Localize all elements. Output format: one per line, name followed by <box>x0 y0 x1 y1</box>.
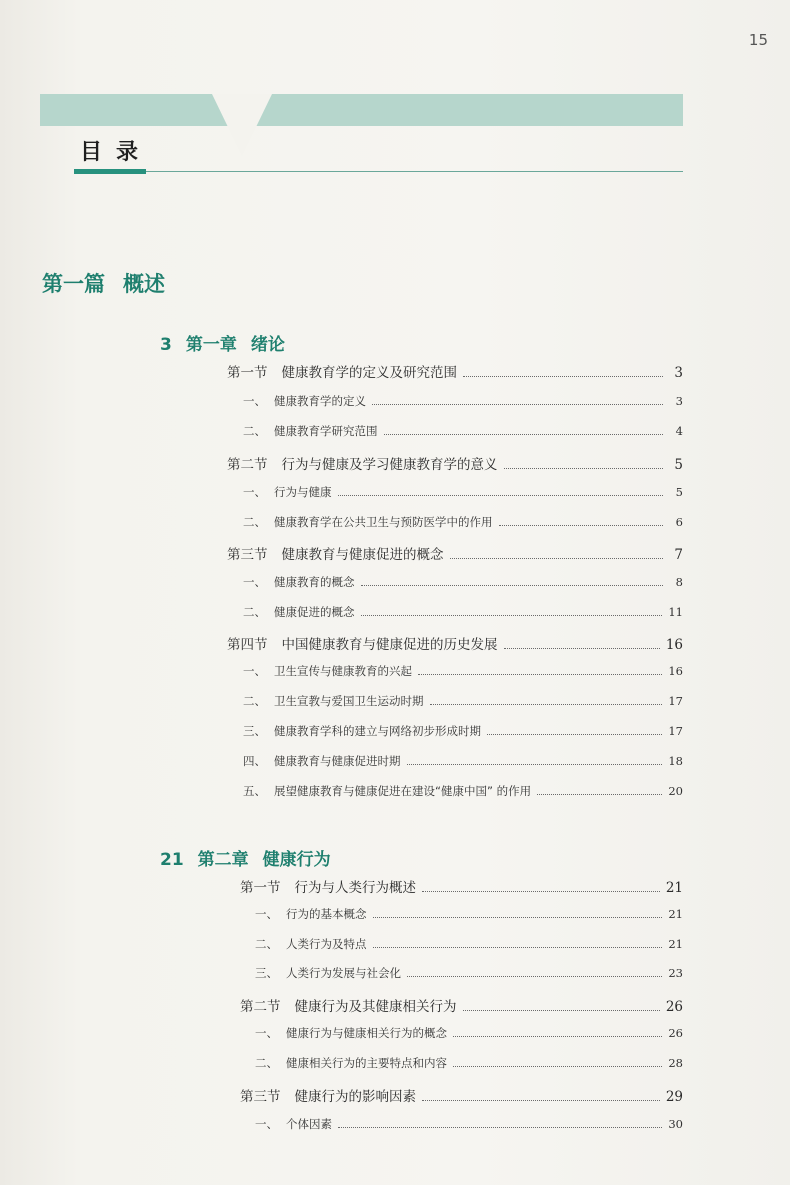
entry-title: 行为与健康及学习健康教育学的意义 <box>281 457 498 473</box>
entry-title: 中国健康教育与健康促进的历史发展 <box>281 637 498 653</box>
dot-leader <box>463 1010 660 1011</box>
entry-page-number: 5 <box>675 485 683 499</box>
entry-text <box>227 633 498 653</box>
dot-leader <box>453 1036 662 1037</box>
entry-text <box>255 1025 447 1041</box>
chapter-label: 第一章 <box>185 335 237 355</box>
entry-text <box>240 876 416 896</box>
entry-title: 健康教育的概念 <box>274 575 355 589</box>
toc-subsection-entry <box>243 723 683 739</box>
entry-number: 四、 <box>243 754 266 768</box>
dot-leader <box>487 734 662 735</box>
entry-text <box>243 693 424 709</box>
entry-number: 一、 <box>255 1117 278 1131</box>
dot-leader <box>361 615 663 616</box>
entry-text <box>240 1085 416 1105</box>
header-notch-decoration <box>212 94 272 156</box>
entry-text <box>255 965 401 981</box>
entry-title: 健康行为的影响因素 <box>294 1089 416 1105</box>
entry-number: 一、 <box>243 485 266 499</box>
dot-leader <box>407 764 663 765</box>
dot-leader <box>463 376 663 377</box>
entry-text <box>243 783 531 799</box>
entry-title: 行为的基本概念 <box>286 907 367 921</box>
entry-page-number: 7 <box>674 547 683 563</box>
entry-title: 健康教育学在公共卫生与预防医学中的作用 <box>274 515 493 529</box>
toc-subsection-entry <box>255 1025 683 1041</box>
entry-page-number: 26 <box>668 1026 683 1040</box>
toc-subsection-entry <box>243 663 683 679</box>
part-heading <box>42 268 183 298</box>
dot-leader <box>504 468 664 469</box>
entry-number: 第二节 <box>240 999 281 1015</box>
entry-page-number: 17 <box>668 724 683 738</box>
toc-subsection-entry <box>255 906 683 922</box>
dot-leader <box>499 525 664 526</box>
entry-title: 行为与人类行为概述 <box>294 880 416 896</box>
entry-number: 二、 <box>243 515 266 529</box>
entry-number: 第四节 <box>227 637 268 653</box>
dot-leader <box>537 794 662 795</box>
toc-subsection-entry <box>243 484 683 500</box>
entry-number: 二、 <box>255 1056 278 1070</box>
chapter-heading-1 <box>160 330 285 355</box>
entry-page-number: 30 <box>668 1117 683 1131</box>
dot-leader <box>372 404 663 405</box>
entry-title: 人类行为发展与社会化 <box>286 966 401 980</box>
entry-title: 展望健康教育与健康促进在建设“健康中国” 的作用 <box>274 784 532 798</box>
entry-title: 健康教育与健康促进时期 <box>274 754 401 768</box>
chapter-heading-2 <box>160 845 331 870</box>
toc-subsection-entry <box>243 783 683 799</box>
entry-page-number: 21 <box>665 880 683 896</box>
entry-title: 健康教育学研究范围 <box>274 424 378 438</box>
entry-text <box>243 574 355 590</box>
header-band <box>40 94 683 126</box>
entry-number: 五、 <box>243 784 266 798</box>
entry-title: 卫生宣传与健康教育的兴起 <box>274 664 412 678</box>
toc-subsection-entry <box>243 514 683 530</box>
chapter-page: 3 <box>160 335 172 355</box>
entry-text <box>255 1055 447 1071</box>
entry-page-number: 3 <box>674 365 683 381</box>
dot-leader <box>373 917 663 918</box>
entry-number: 一、 <box>243 394 266 408</box>
entry-number: 二、 <box>243 694 266 708</box>
entry-title: 健康行为与健康相关行为的概念 <box>286 1026 447 1040</box>
toc-subsection-entry <box>255 1116 683 1132</box>
entry-text <box>227 361 457 381</box>
entry-title: 行为与健康 <box>274 485 332 499</box>
toc-section-entry <box>240 876 683 896</box>
entry-text <box>243 753 401 769</box>
entry-number: 二、 <box>243 424 266 438</box>
entry-title: 健康教育学科的建立与网络初步形成时期 <box>274 724 481 738</box>
dot-leader <box>422 891 660 892</box>
entry-page-number: 16 <box>668 664 683 678</box>
entry-page-number: 29 <box>665 1089 683 1105</box>
entry-number: 三、 <box>243 724 266 738</box>
entry-text <box>243 484 332 500</box>
toc-title: 目录 <box>80 140 153 165</box>
dot-leader <box>430 704 663 705</box>
dot-leader <box>338 1127 662 1128</box>
entry-text <box>243 423 378 439</box>
dot-leader <box>407 976 662 977</box>
entry-text <box>243 723 481 739</box>
dot-leader <box>373 947 663 948</box>
toc-subsection-entry <box>243 604 683 620</box>
toc-subsection-entry <box>255 965 683 981</box>
page-number: 15 <box>748 31 768 49</box>
toc-subsection-entry <box>243 393 683 409</box>
toc-section-entry <box>240 1085 683 1105</box>
entry-title: 健康促进的概念 <box>274 605 355 619</box>
dot-leader <box>504 648 660 649</box>
toc-section-entry <box>227 361 683 381</box>
toc-subsection-entry <box>243 753 683 769</box>
entry-text <box>243 663 412 679</box>
entry-page-number: 16 <box>665 637 683 653</box>
entry-text <box>255 1116 332 1132</box>
entry-title: 健康教育学的定义 <box>274 394 366 408</box>
chapter-page: 21 <box>160 850 184 870</box>
entry-title: 健康相关行为的主要特点和内容 <box>286 1056 447 1070</box>
title-rule <box>74 171 683 172</box>
entry-page-number: 23 <box>668 966 683 980</box>
dot-leader <box>338 495 664 496</box>
entry-number: 一、 <box>243 575 266 589</box>
toc-section-entry <box>240 995 683 1015</box>
entry-page-number: 8 <box>675 575 683 589</box>
entry-page-number: 28 <box>668 1056 683 1070</box>
entry-page-number: 21 <box>668 937 683 951</box>
entry-text <box>243 393 366 409</box>
entry-number: 一、 <box>255 907 278 921</box>
entry-number: 一、 <box>255 1026 278 1040</box>
dot-leader <box>418 674 662 675</box>
title-rule-accent <box>74 169 146 174</box>
dot-leader <box>422 1100 660 1101</box>
entry-page-number: 6 <box>675 515 683 529</box>
entry-page-number: 5 <box>674 457 683 473</box>
entry-text <box>240 995 457 1015</box>
entry-page-number: 11 <box>668 605 683 619</box>
dot-leader <box>384 434 664 435</box>
chapter-title-text: 健康行为 <box>262 850 331 870</box>
entry-number: 二、 <box>255 937 278 951</box>
chapter-title-text: 绪论 <box>250 335 285 355</box>
entry-title: 健康教育与健康促进的概念 <box>281 547 444 563</box>
entry-number: 第一节 <box>227 365 268 381</box>
toc-section-entry <box>227 543 683 563</box>
chapter-label: 第二章 <box>197 850 249 870</box>
toc-subsection-entry <box>255 1055 683 1071</box>
entry-number: 第三节 <box>227 547 268 563</box>
toc-section-entry <box>227 633 683 653</box>
entry-page-number: 17 <box>668 694 683 708</box>
entry-page-number: 20 <box>668 784 683 798</box>
toc-subsection-entry <box>243 574 683 590</box>
entry-number: 三、 <box>255 966 278 980</box>
entry-text <box>227 543 444 563</box>
entry-title: 人类行为及特点 <box>286 937 367 951</box>
part-label: 第一篇 <box>42 272 105 296</box>
entry-text <box>243 604 355 620</box>
entry-title: 健康教育学的定义及研究范围 <box>281 365 457 381</box>
entry-text <box>255 906 367 922</box>
toc-subsection-entry <box>243 693 683 709</box>
entry-text <box>243 514 493 530</box>
entry-title: 卫生宣教与爱国卫生运动时期 <box>274 694 424 708</box>
toc-subsection-entry <box>255 936 683 952</box>
entry-text <box>227 453 498 473</box>
entry-number: 第三节 <box>240 1089 281 1105</box>
entry-text <box>255 936 367 952</box>
entry-number: 一、 <box>243 664 266 678</box>
entry-page-number: 3 <box>675 394 683 408</box>
toc-subsection-entry <box>243 423 683 439</box>
dot-leader <box>453 1066 662 1067</box>
dot-leader <box>450 558 664 559</box>
entry-page-number: 18 <box>668 754 683 768</box>
toc-section-entry <box>227 453 683 473</box>
entry-page-number: 4 <box>675 424 683 438</box>
entry-title: 个体因素 <box>286 1117 332 1131</box>
entry-number: 第二节 <box>227 457 268 473</box>
entry-number: 二、 <box>243 605 266 619</box>
entry-title: 健康行为及其健康相关行为 <box>294 999 457 1015</box>
entry-number: 第一节 <box>240 880 281 896</box>
part-title-text: 概述 <box>123 272 165 296</box>
entry-page-number: 26 <box>665 999 683 1015</box>
entry-page-number: 21 <box>668 907 683 921</box>
dot-leader <box>361 585 664 586</box>
